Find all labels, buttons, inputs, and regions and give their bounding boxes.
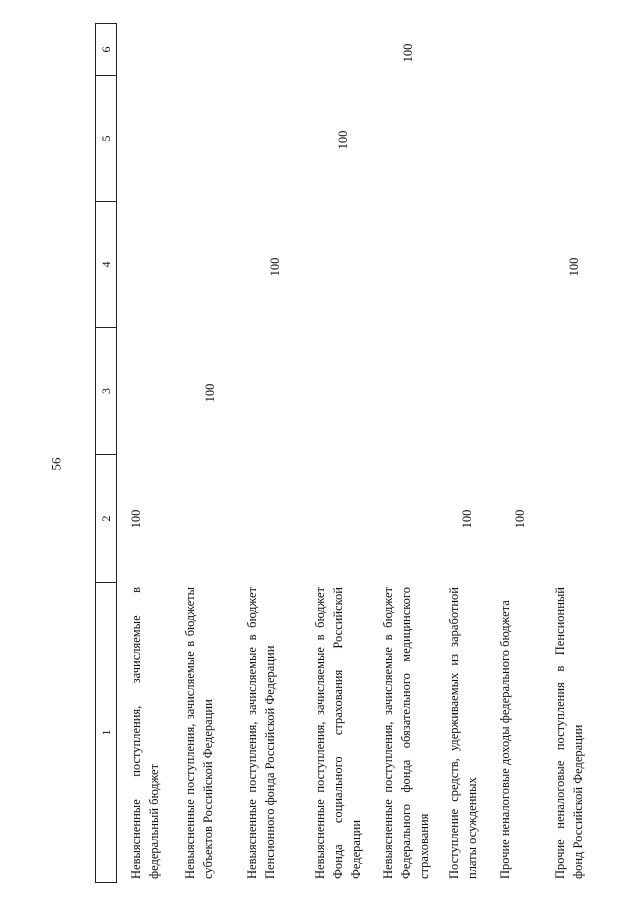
row-5-label: Невыясненные поступления, зачисляемые в бюджет Федерального фонда обязательного медицинского страхования <box>381 587 431 879</box>
row-7-label: Прочие неналоговые доходы федерального бюджета <box>498 600 512 879</box>
row-8-label: Прочие неналоговые поступления в Пенсионный фонд Российской Федерации <box>553 587 585 879</box>
header-col-1: 1 <box>96 582 116 882</box>
row-2-value: 100 <box>203 383 217 403</box>
row-4-label: Невыясненные поступления, зачисляемые в бюджет Фонда социального страхования Российской Федерации <box>313 587 363 879</box>
row-2-label: Невыясненные поступления, зачисляемые в бюджеты субъектов Российской Федерации <box>183 587 215 879</box>
row-5-value: 100 <box>401 43 415 63</box>
row-8-value: 100 <box>567 257 581 277</box>
row-4-value: 100 <box>336 130 350 150</box>
header-col-5: 5 <box>96 75 116 201</box>
rotated-table <box>95 23 635 883</box>
page-number: 56 <box>48 457 64 471</box>
header-col-4: 4 <box>96 201 116 327</box>
header-col-2: 2 <box>96 454 116 582</box>
header-col-6: 6 <box>99 46 113 53</box>
table-header <box>95 23 117 883</box>
row-7-value: 100 <box>513 509 527 529</box>
row-1-label: Невыясненные поступления, зачисляемые в федеральный бюджет <box>129 587 161 879</box>
header-col-3: 3 <box>96 327 116 454</box>
row-3-value: 100 <box>268 257 282 277</box>
row-3-label: Невыясненные поступления, зачисляемые в бюджет Пенсионного фонда Российской Федерации <box>245 587 277 879</box>
row-6-label: Поступление средств, удерживаемых из заработной платы осужденных <box>447 587 479 879</box>
row-6-value: 100 <box>460 509 474 529</box>
row-1-value: 100 <box>129 509 143 529</box>
